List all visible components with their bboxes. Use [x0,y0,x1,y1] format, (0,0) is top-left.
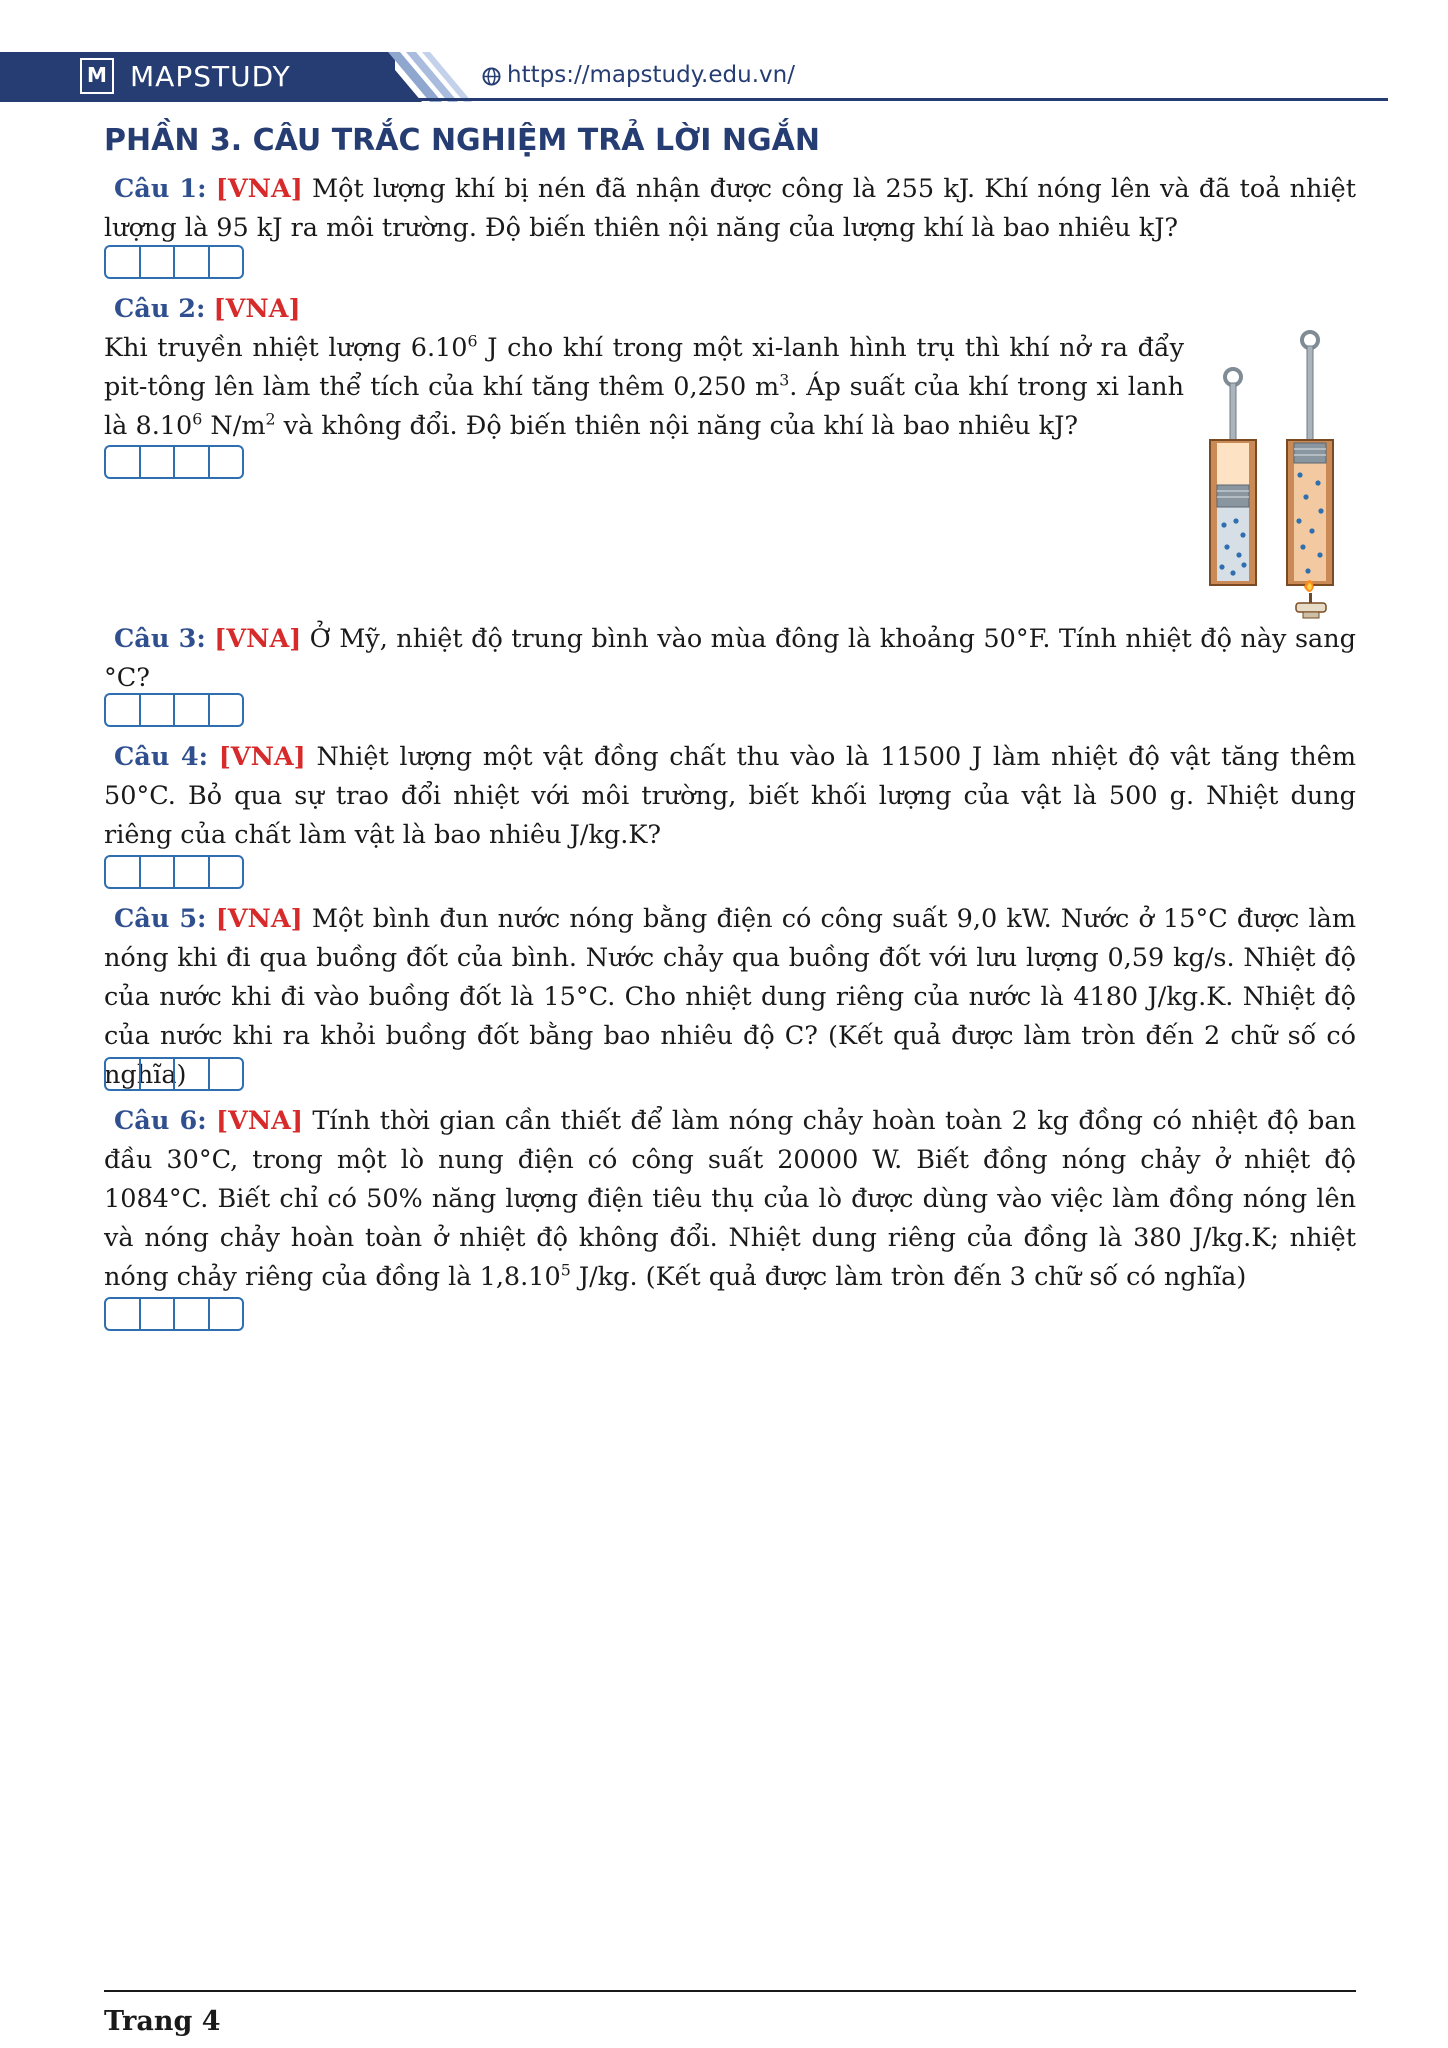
question-1 [104,170,1356,248]
question-label: Câu 4: [114,742,209,772]
question-tag: [VNA] [214,624,302,654]
mapstudy-logo-icon: M [80,58,114,94]
question-4 [104,738,1356,855]
question-text: Nhiệt lượng một vật đồng chất thu vào là 11500 J làm nhiệt độ vật tăng thêm 50°C. Bỏ qua sự trao đổi nhiệt với môi trường, biết khối lượng của vật là 500 g. Nhiệt dung riêng của chất làm vật là bao nhiêu J/kg.K? [104,742,1356,850]
globe-icon [482,67,501,86]
answer-box-5[interactable] [104,1057,244,1091]
question-label: Câu 5: [114,904,207,934]
footer-rule [104,1990,1356,1992]
answer-cell[interactable] [106,1299,141,1329]
question-text: Ở Mỹ, nhiệt độ trung bình vào mùa đông là khoảng 50°F. Tính nhiệt độ này sang °C? [104,624,1356,693]
answer-box-4[interactable] [104,855,244,889]
answer-cell[interactable] [210,247,243,277]
answer-cell[interactable] [175,247,210,277]
answer-cell[interactable] [106,1059,141,1089]
answer-box-1[interactable] [104,245,244,279]
answer-box-2[interactable] [104,445,244,479]
question-text: Tính thời gian cần thiết để làm nóng chảy hoàn toàn 2 kg đồng có nhiệt độ ban đầu 30°C, trong một lò nung điện có công suất 20000 W. Biết đồng nóng chảy ở nhiệt độ 1084°C. Biết chỉ có 50% năng lượng điện tiêu thụ của lò được dùng vào việc làm đồng nóng lên và nóng chảy hoàn toàn ở nhiệt độ không đổi. Nhiệt dung riêng của đồng là 380 J/kg.K; nhiệt nóng chảy riêng của đồng là 1,8.10$^5$ J/kg. (Kết quả được làm tròn đến 3 chữ số có nghĩa) [104,1106,1356,1292]
cylinder-right [1287,332,1333,618]
question-label: Câu 1: [114,174,207,204]
question-6 [104,1102,1356,1297]
answer-cell[interactable] [141,447,176,477]
answer-cell[interactable] [175,695,210,725]
question-text: Một bình đun nước nóng bằng điện có công suất 9,0 kW. Nước ở 15°C được làm nóng khi đi qua buồng đốt của bình. Nước chảy qua buồng đốt với lưu lượng 0,59 kg/s. Nhiệt độ của nước khi đi vào buồng đốt là 15°C. Cho nhiệt dung riêng của nước là 4180 J/kg.K. Nhiệt độ của nước khi ra khỏi buồng đốt bằng bao nhiêu độ C? (Kết quả được làm tròn đến 2 chữ số có nghĩa) [104,904,1357,1090]
question-tag: [VNA] [213,294,301,324]
question-tag: [VNA] [215,904,303,934]
question-5 [104,900,1356,1095]
answer-cell[interactable] [106,695,141,725]
answer-cell[interactable] [106,447,141,477]
answer-cell[interactable] [175,857,210,887]
question-label: Câu 2: [114,294,206,324]
question-text: Khi truyền nhiệt lượng 6.10$^6$ J cho khí trong một xi-lanh hình trụ thì khí nở ra đẩy pit-tông lên làm thể tích của khí tăng thêm 0,250 $m^3$. Áp suất của khí trong xi lanh là 8.10$^6$ $N/m^2$ và không đổi. Độ biến thiên nội năng của khí là bao nhiêu kJ? [104,331,1184,441]
answer-cell[interactable] [141,1059,176,1089]
answer-cell[interactable] [175,1299,210,1329]
answer-cell[interactable] [141,1299,176,1329]
question-text: Một lượng khí bị nén đã nhận được công là 255 kJ. Khí nóng lên và đã toả nhiệt lượng là 95 kJ ra môi trường. Độ biến thiên nội năng của lượng khí là bao nhiêu kJ? [104,174,1356,243]
section-title: PHẦN 3. CÂU TRẮC NGHIỆM TRẢ LỜI NGẮN [104,123,820,158]
question-label: Câu 3: [114,624,206,654]
page-number: Trang 4 [104,2006,221,2037]
answer-cell[interactable] [210,1299,243,1329]
answer-box-3[interactable] [104,693,244,727]
answer-cell[interactable] [106,247,141,277]
question-label: Câu 6: [114,1106,207,1136]
answer-cell[interactable] [210,447,243,477]
answer-cell[interactable] [106,857,141,887]
answer-cell[interactable] [210,857,243,887]
site-url-link[interactable]: https://mapstudy.edu.vn/ [507,62,795,88]
question-tag: [VNA] [215,174,303,204]
piston-cylinder-illustration [1200,325,1360,625]
header-rule [0,98,1388,101]
answer-cell[interactable] [175,447,210,477]
question-3 [104,620,1356,698]
answer-box-6[interactable] [104,1297,244,1331]
brand-name: MAPSTUDY [130,60,291,93]
answer-cell[interactable] [175,1059,210,1089]
answer-cell[interactable] [141,857,176,887]
answer-cell[interactable] [210,695,243,725]
answer-cell[interactable] [141,247,176,277]
header-stripes-decoration [330,52,480,102]
answer-cell[interactable] [210,1059,243,1089]
cylinder-left [1210,369,1256,585]
question-tag: [VNA] [218,742,306,772]
answer-cell[interactable] [141,695,176,725]
question-2 [104,290,1184,446]
question-tag: [VNA] [216,1106,304,1136]
